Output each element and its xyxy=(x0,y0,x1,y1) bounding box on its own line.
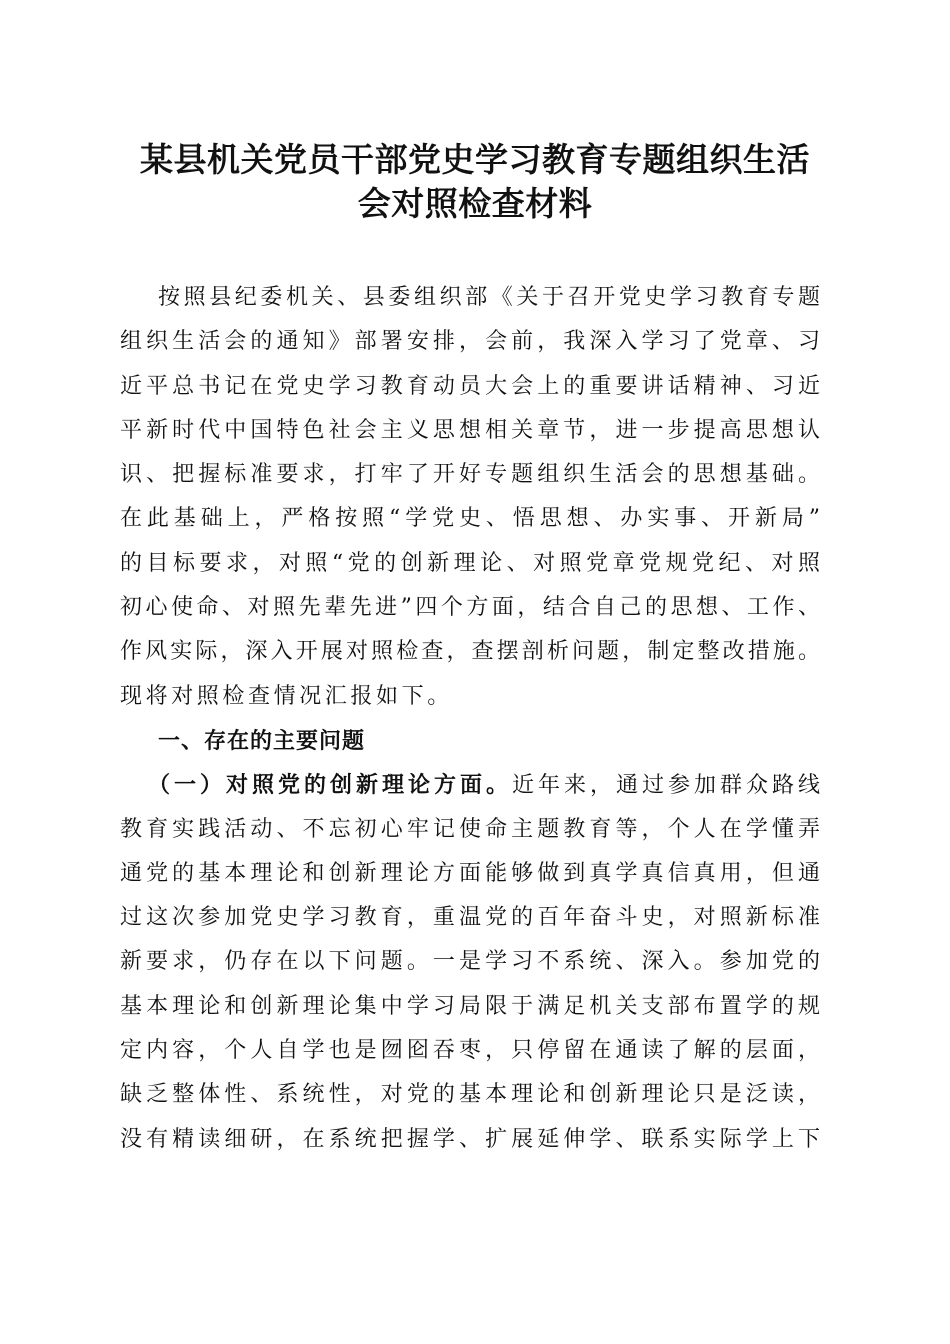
document-body xyxy=(120,280,820,1166)
paragraph-line: 组织生活会的通知》部署安排，会前，我深入学习了党章、习 xyxy=(120,329,820,355)
paragraph-line: 初心使命、对照先辈先进”四个方面，结合自己的思想、工作、 xyxy=(120,595,820,621)
paragraph-line: 的目标要求，对照“党的创新理论、对照党章党规党纪、对照 xyxy=(120,550,820,576)
paragraph-text: 近年来，通过参加群众路线 xyxy=(511,773,820,799)
paragraph-line: 近平总书记在党史学习教育动员大会上的重要讲话精神、习近 xyxy=(120,373,820,399)
paragraph-line: 作风实际，深入开展对照检查，查摆剖析问题，制定整改措施。 xyxy=(120,639,820,665)
paragraph-line: 过这次参加党史学习教育，重温党的百年奋斗史，对照新标准 xyxy=(120,905,820,931)
paragraph-line: 通党的基本理论和创新理论方面能够做到真学真信真用，但通 xyxy=(120,860,820,886)
paragraph-line: 新要求，仍存在以下问题。一是学习不系统、深入。参加党的 xyxy=(120,949,820,975)
paragraph-line: 现将对照检查情况汇报如下。 xyxy=(120,683,453,709)
subsection-heading: （一）对照党的创新理论方面。 xyxy=(148,772,512,799)
subsection-first-line xyxy=(120,767,820,811)
paragraph-line: 识、把握标准要求，打牢了开好专题组织生活会的思想基础。 xyxy=(120,462,820,488)
paragraph-line: 基本理论和创新理论集中学习局限于满足机关支部布置学的规 xyxy=(120,993,820,1019)
paragraph-line: 没有精读细研，在系统把握学、扩展延伸学、联系实际学上下 xyxy=(120,1126,820,1152)
paragraph-line: 在此基础上，严格按照“学党史、悟思想、办实事、开新局” xyxy=(120,506,820,532)
paragraph-line: 平新时代中国特色社会主义思想相关章节，进一步提高思想认 xyxy=(120,417,820,443)
paragraph-line: 按照县纪委机关、县委组织部《关于召开党史学习教育专题 xyxy=(158,285,820,310)
section-heading: 一、存在的主要问题 xyxy=(158,727,366,754)
document-title xyxy=(100,138,850,226)
title-line-1: 某县机关党员干部党史学习教育专题组织生活 xyxy=(140,140,810,179)
paragraph-line: 教育实践活动、不忘初心牢记使命主题教育等，个人在学懂弄 xyxy=(120,816,820,842)
title-line-2: 会对照检查材料 xyxy=(357,184,593,223)
paragraph-line: 缺乏整体性、系统性，对党的基本理论和创新理论只是泛读， xyxy=(120,1082,820,1108)
paragraph-line: 定内容，个人自学也是囫囵吞枣，只停留在通读了解的层面， xyxy=(120,1038,820,1064)
